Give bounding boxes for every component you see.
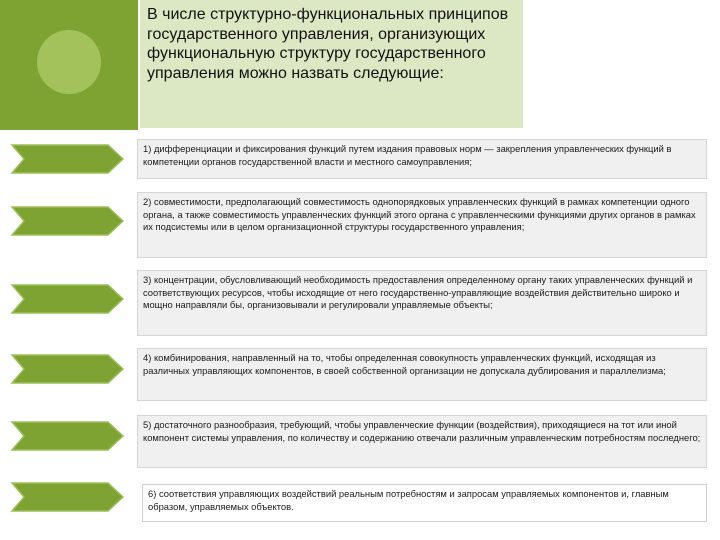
- principle-text: 4) комбинирования, направленный на то, чтобы определенная совокупность управленческих функций, исходящая из различных управляющих компонентов, в своей собственной организации не допускала дублирования и параллелизма;: [137, 348, 707, 401]
- arrow-icon: [10, 284, 125, 314]
- slide-title: В числе структурно-функциональных принципов государственного управления, организующих функциональную структуру государственного управления можно назвать следующие:: [140, 0, 523, 128]
- decorative-sidebar: [0, 0, 138, 130]
- principle-text: 2) совместимости, предполагающий совместимость однопорядковых управленческих функций в рамках компетенции одного органа, а также совместимость управленческих функций этого органа с управленческими функциями других органов в рамках их подсистемы или в целом организационной структуры государственного управления;: [137, 192, 707, 258]
- principle-text: 1) дифференциации и фиксирования функций путем издания правовых норм — закрепления управленческих функций в компетенции органов государственной власти и местного самоуправления;: [137, 139, 707, 179]
- arrow-icon: [10, 354, 125, 384]
- arrow-icon: [10, 421, 125, 451]
- principle-text: 3) концентрации, обусловливающий необходимость предоставления определенному органу таких управленческих функций и соответствующих ресурсов, чтобы исходящие от него государственно-управляющие воздействия действительно широко и мощно направляли бы, организовывали и регулировали управляемые объекты;: [137, 270, 707, 336]
- arrow-icon: [10, 206, 125, 236]
- principle-text: 5) достаточного разнообразия, требующий, чтобы управленческие функции (воздействия), приходящиеся на тот или иной компонент системы управления, по количеству и содержанию отвечали различным управленческим потребностям последнего;: [137, 415, 707, 468]
- arrow-icon: [10, 482, 125, 512]
- arrow-icon: [10, 144, 125, 174]
- principle-text: 6) соответствия управляющих воздействий реальным потребностям и запросам управляемых компонентов и, главным образом, управляемых объектов.: [142, 484, 707, 522]
- decorative-circle: [37, 30, 101, 94]
